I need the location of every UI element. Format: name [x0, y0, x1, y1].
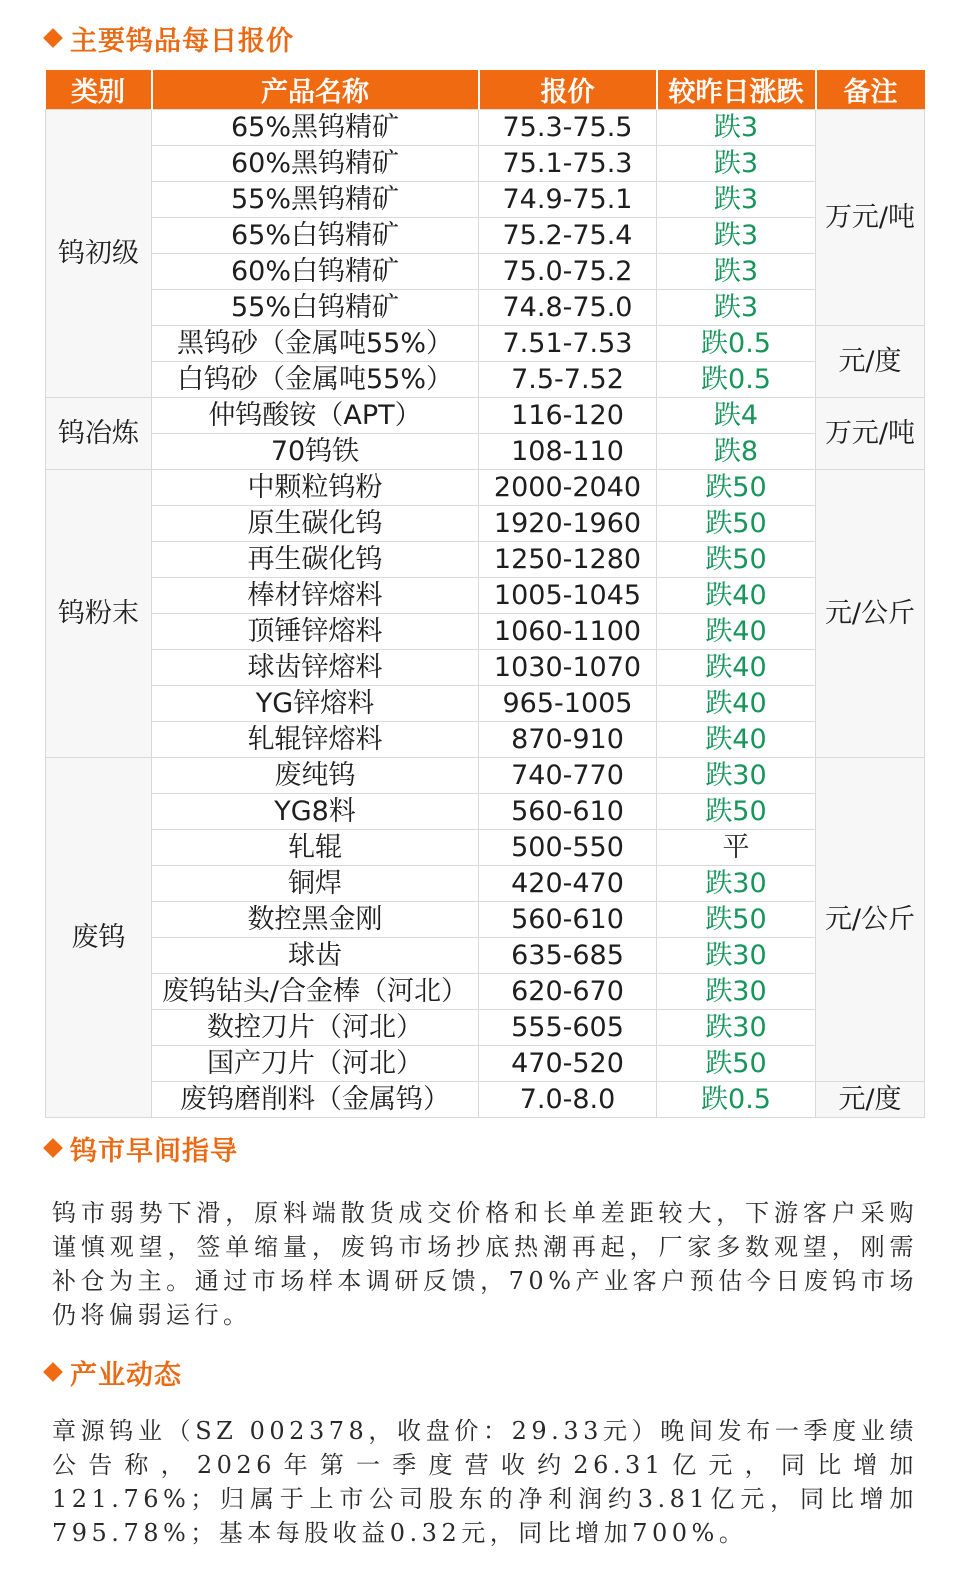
change-cell: 跌30: [657, 1010, 816, 1046]
section-title-prices: 主要钨品每日报价: [70, 25, 294, 57]
product-cell: 再生碳化钨: [152, 542, 479, 578]
product-cell: 数控黑金刚: [152, 902, 479, 938]
table-row: [46, 434, 925, 470]
product-cell: 仲钨酸铵（APT）: [152, 398, 479, 434]
price-cell: 635-685: [479, 938, 657, 974]
product-cell: 数控刀片（河北）: [152, 1010, 479, 1046]
price-cell: 75.3-75.5: [479, 110, 657, 146]
section-header-prices: [46, 18, 294, 58]
product-cell: 废钨磨削料（金属钨）: [152, 1082, 479, 1118]
table-row: [46, 650, 925, 686]
table-row: [46, 470, 925, 506]
table-row: [46, 218, 925, 254]
table-row: [46, 938, 925, 974]
price-cell: 1030-1070: [479, 650, 657, 686]
change-cell: 跌0.5: [657, 362, 816, 398]
price-cell: 620-670: [479, 974, 657, 1010]
product-cell: 顶锤锌熔料: [152, 614, 479, 650]
unit-note-cell: 元/公斤: [816, 758, 925, 1082]
price-cell: 1005-1045: [479, 578, 657, 614]
table-row: [46, 398, 925, 434]
change-cell: 跌30: [657, 866, 816, 902]
price-cell: 2000-2040: [479, 470, 657, 506]
unit-note-cell: 万元/吨: [816, 110, 925, 326]
table-row: [46, 866, 925, 902]
change-cell: 跌0.5: [657, 1082, 816, 1118]
product-cell: 废纯钨: [152, 758, 479, 794]
change-cell: 跌3: [657, 290, 816, 326]
table-row: [46, 146, 925, 182]
table-row: [46, 362, 925, 398]
product-cell: 铜焊: [152, 866, 479, 902]
table-row: [46, 902, 925, 938]
price-cell: 560-610: [479, 794, 657, 830]
price-cell: 108-110: [479, 434, 657, 470]
diamond-bullet-icon: [43, 1362, 63, 1382]
product-cell: 60%黑钨精矿: [152, 146, 479, 182]
price-cell: 116-120: [479, 398, 657, 434]
price-table: [45, 70, 925, 1118]
table-row: [46, 182, 925, 218]
change-cell: 跌30: [657, 938, 816, 974]
table-row: [46, 326, 925, 362]
change-cell: 跌50: [657, 794, 816, 830]
price-cell: 74.9-75.1: [479, 182, 657, 218]
product-cell: 轧辊: [152, 830, 479, 866]
price-cell: 1250-1280: [479, 542, 657, 578]
table-header-row: [46, 70, 925, 110]
table-row: [46, 614, 925, 650]
change-cell: 跌8: [657, 434, 816, 470]
change-cell: 跌40: [657, 722, 816, 758]
price-cell: 560-610: [479, 902, 657, 938]
change-cell: 跌3: [657, 146, 816, 182]
product-cell: 60%白钨精矿: [152, 254, 479, 290]
product-cell: 球齿: [152, 938, 479, 974]
section-title-guidance: 钨市早间指导: [70, 1135, 238, 1167]
product-cell: 中颗粒钨粉: [152, 470, 479, 506]
header-note: 备注: [816, 70, 925, 110]
product-cell: 70钨铁: [152, 434, 479, 470]
price-cell: 500-550: [479, 830, 657, 866]
category-cell: 废钨: [46, 758, 152, 1118]
change-cell: 平: [657, 830, 816, 866]
price-cell: 555-605: [479, 1010, 657, 1046]
table-row: [46, 974, 925, 1010]
table-row: [46, 506, 925, 542]
product-cell: 65%黑钨精矿: [152, 110, 479, 146]
product-cell: 55%白钨精矿: [152, 290, 479, 326]
category-cell: 钨冶炼: [46, 398, 152, 470]
product-cell: 白钨砂（金属吨55%）: [152, 362, 479, 398]
table-row: [46, 542, 925, 578]
change-cell: 跌40: [657, 650, 816, 686]
price-cell: 470-520: [479, 1046, 657, 1082]
table-row: [46, 1082, 925, 1118]
product-cell: 国产刀片（河北）: [152, 1046, 479, 1082]
table-row: [46, 1010, 925, 1046]
change-cell: 跌4: [657, 398, 816, 434]
industry-paragraph: 章源钨业（SZ 002378，收盘价：29.33元）晚间发布一季度业绩公告称，2026年第一季度营收约26.31亿元，同比增加121.76%；归属于上市公司股东的净利润约3.81亿元，同比增加795.78%；基本每股收益0.32元，同比增加700%。: [52, 1417, 918, 1547]
change-cell: 跌0.5: [657, 326, 816, 362]
price-cell: 420-470: [479, 866, 657, 902]
product-cell: YG锌熔料: [152, 686, 479, 722]
price-cell: 75.1-75.3: [479, 146, 657, 182]
table-row: [46, 290, 925, 326]
section-title-industry: 产业动态: [70, 1359, 182, 1391]
product-cell: 黑钨砂（金属吨55%）: [152, 326, 479, 362]
change-cell: 跌3: [657, 218, 816, 254]
header-change: 较昨日涨跌: [657, 70, 816, 110]
change-cell: 跌40: [657, 578, 816, 614]
table-row: [46, 722, 925, 758]
table-row: [46, 830, 925, 866]
change-cell: 跌30: [657, 974, 816, 1010]
price-cell: 1060-1100: [479, 614, 657, 650]
table-row: [46, 254, 925, 290]
header-category: 类别: [46, 70, 152, 110]
unit-note-cell: 元/公斤: [816, 470, 925, 758]
price-cell: 1920-1960: [479, 506, 657, 542]
change-cell: 跌3: [657, 254, 816, 290]
price-table-body: [46, 110, 925, 1118]
change-cell: 跌40: [657, 686, 816, 722]
change-cell: 跌50: [657, 506, 816, 542]
diamond-bullet-icon: [43, 1138, 63, 1158]
header-price: 报价: [479, 70, 657, 110]
unit-note-cell: 万元/吨: [816, 398, 925, 470]
change-cell: 跌3: [657, 110, 816, 146]
diamond-bullet-icon: [43, 28, 63, 48]
change-cell: 跌50: [657, 1046, 816, 1082]
table-row: [46, 578, 925, 614]
change-cell: 跌3: [657, 182, 816, 218]
product-cell: 55%黑钨精矿: [152, 182, 479, 218]
category-cell: 钨粉末: [46, 470, 152, 758]
unit-note-cell: 元/度: [816, 1082, 925, 1118]
price-cell: 7.51-7.53: [479, 326, 657, 362]
price-cell: 965-1005: [479, 686, 657, 722]
price-cell: 75.0-75.2: [479, 254, 657, 290]
category-cell: 钨初级: [46, 110, 152, 398]
table-row: [46, 758, 925, 794]
product-cell: 原生碳化钨: [152, 506, 479, 542]
product-cell: YG8料: [152, 794, 479, 830]
price-cell: 74.8-75.0: [479, 290, 657, 326]
unit-note-cell: 元/度: [816, 326, 925, 398]
guidance-paragraph: 钨市弱势下滑，原料端散货成交价格和长单差距较大，下游客户采购谨慎观望，签单缩量，废钨市场抄底热潮再起，厂家多数观望，刚需补仓为主。通过市场样本调研反馈，70%产业客户预估今日废钨市场仍将偏弱运行。: [52, 1199, 918, 1329]
table-row: [46, 794, 925, 830]
change-cell: 跌30: [657, 758, 816, 794]
price-cell: 740-770: [479, 758, 657, 794]
change-cell: 跌50: [657, 902, 816, 938]
price-cell: 75.2-75.4: [479, 218, 657, 254]
change-cell: 跌40: [657, 614, 816, 650]
section-header-guidance: [46, 1128, 238, 1168]
product-cell: 废钨钻头/合金棒（河北）: [152, 974, 479, 1010]
table-row: [46, 1046, 925, 1082]
table-row: [46, 110, 925, 146]
change-cell: 跌50: [657, 470, 816, 506]
price-cell: 7.5-7.52: [479, 362, 657, 398]
product-cell: 棒材锌熔料: [152, 578, 479, 614]
table-row: [46, 686, 925, 722]
product-cell: 球齿锌熔料: [152, 650, 479, 686]
section-header-industry: [46, 1352, 182, 1392]
change-cell: 跌50: [657, 542, 816, 578]
header-product: 产品名称: [152, 70, 479, 110]
price-cell: 870-910: [479, 722, 657, 758]
product-cell: 轧辊锌熔料: [152, 722, 479, 758]
product-cell: 65%白钨精矿: [152, 218, 479, 254]
price-cell: 7.0-8.0: [479, 1082, 657, 1118]
